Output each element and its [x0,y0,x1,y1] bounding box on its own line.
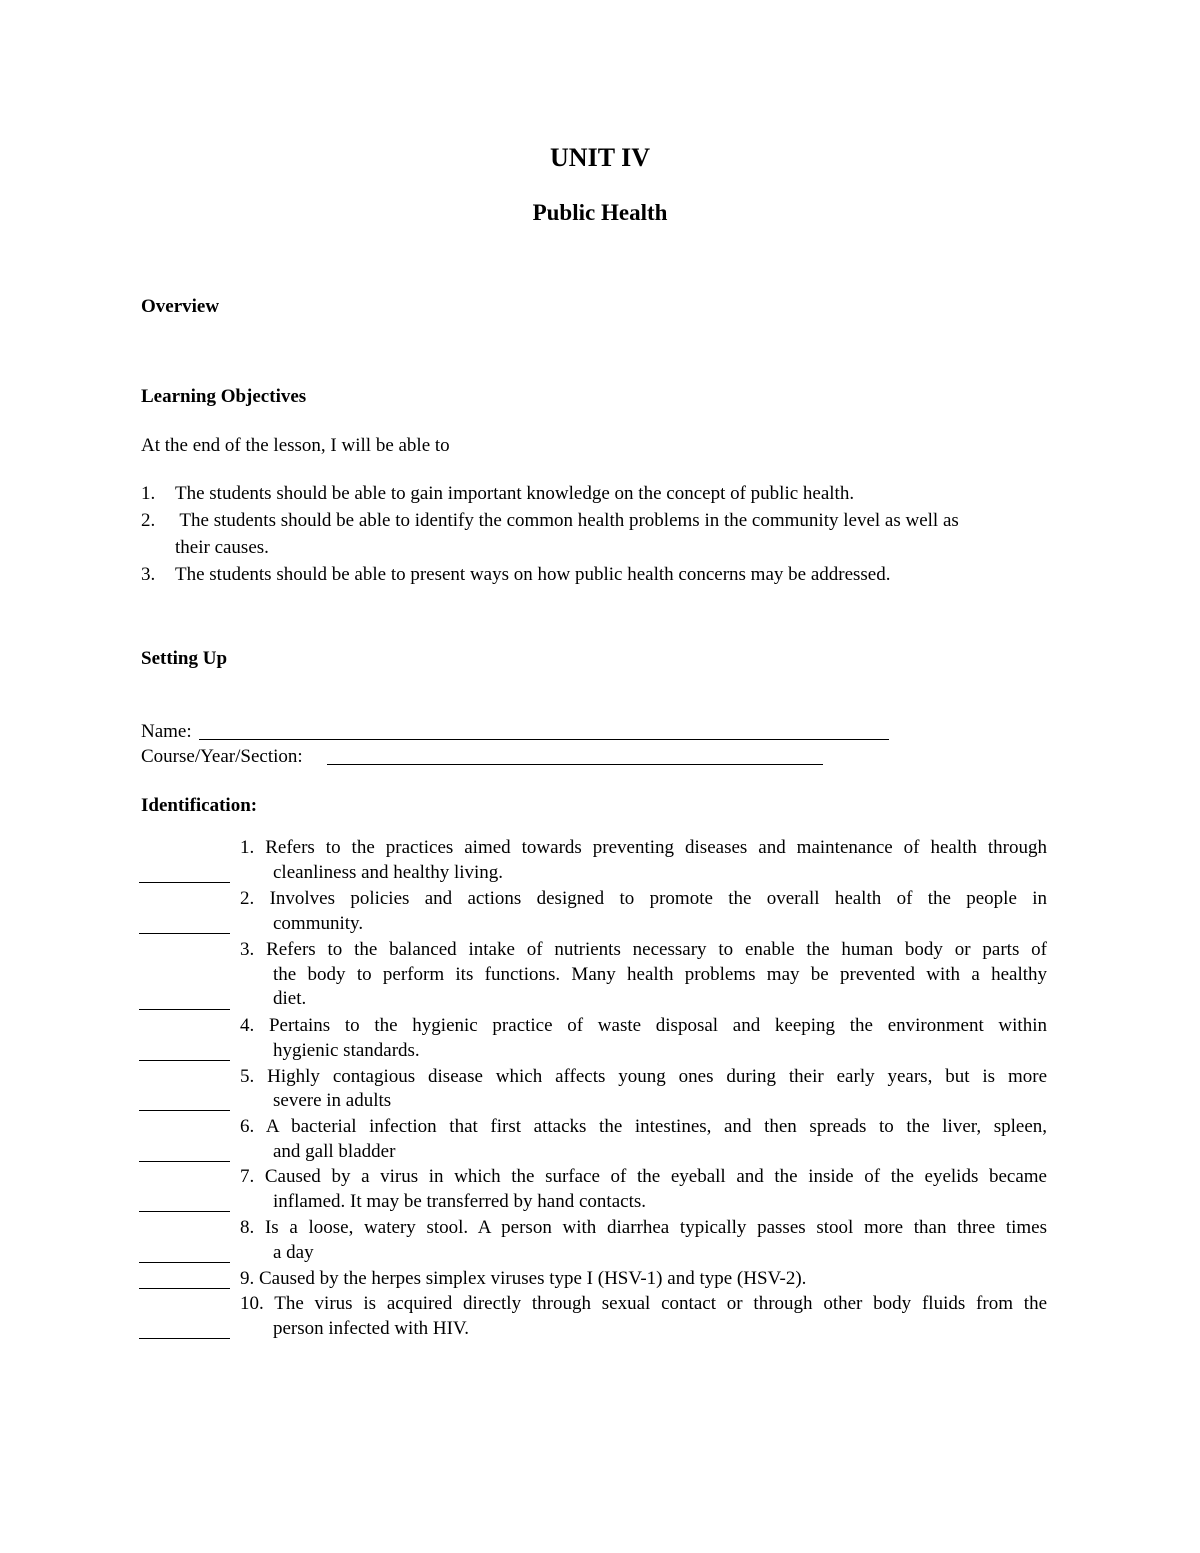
page-title: UNIT IV [550,143,650,172]
question-text-continued: person infected with HIV. [273,1318,469,1339]
answer-blank[interactable] [139,1338,230,1339]
objective-text: The students should be able to identify the common health problems in the community level as well as [175,510,959,531]
answer-blank[interactable] [139,1262,230,1263]
question-text: 5. Highly contagious disease which affects young ones during their early years, but is more [240,1066,1047,1087]
answer-blank[interactable] [139,1060,230,1061]
answer-blank[interactable] [139,933,230,934]
answer-blank[interactable] [139,1288,230,1289]
answer-blank[interactable] [139,1161,230,1162]
question-text-continued: inflamed. It may be transferred by hand contacts. [273,1191,646,1212]
question-text-continued: a day [273,1242,314,1263]
question-text: 4. Pertains to the hygienic practice of waste disposal and keeping the environment within [240,1015,1047,1036]
question-text: 7. Caused by a virus in which the surface of the eyeball and the inside of the eyelids became [240,1166,1047,1187]
answer-blank[interactable] [139,1110,230,1111]
question-text: 8. Is a loose, watery stool. A person with diarrhea typically passes stool more than three times [240,1217,1047,1238]
question-text-continued: hygienic standards. [273,1040,420,1061]
question-text: 6. A bacterial infection that first attacks the intestines, and then spreads to the liver, spleen, [240,1116,1047,1137]
question-text: 1. Refers to the practices aimed towards preventing diseases and maintenance of health through [240,837,1047,858]
question-text-continued: diet. [273,988,307,1009]
course-year-section-label: Course/Year/Section: [141,746,303,767]
question-text: 2. Involves policies and actions designed to promote the overall health of the people in [240,888,1047,909]
objective-text: The students should be able to gain important knowledge on the concept of public health. [175,483,855,504]
question-text-continued: the body to perform its functions. Many health problems may be prevented with a healthy [273,964,1047,985]
objective-number: 3. [141,564,156,585]
question-text-continued: cleanliness and healthy living. [273,862,504,883]
objective-number: 1. [141,483,156,504]
answer-blank[interactable] [139,882,230,883]
answer-blank[interactable] [139,1009,230,1010]
overview-heading: Overview [141,296,220,317]
identification-heading: Identification: [141,795,258,816]
question-text: 10. The virus is acquired directly through sexual contact or through other body fluids from the [240,1293,1047,1314]
question-text-continued: severe in adults [273,1090,392,1111]
learning-objectives-heading: Learning Objectives [141,386,307,407]
question-text: 9. Caused by the herpes simplex viruses type I (HSV-1) and type (HSV-2). [240,1268,807,1289]
name-field[interactable] [199,739,889,740]
question-text-continued: community. [273,913,364,934]
page-subtitle: Public Health [532,200,668,225]
question-text: 3. Refers to the balanced intake of nutrients necessary to enable the human body or parts of [240,939,1047,960]
objectives-intro: At the end of the lesson, I will be able to [141,435,450,456]
objective-text: The students should be able to present ways on how public health concerns may be addressed. [175,564,891,585]
answer-blank[interactable] [139,1211,230,1212]
objective-number: 2. [141,510,156,531]
question-text-continued: and gall bladder [273,1141,396,1162]
setting-up-heading: Setting Up [141,648,228,669]
course-year-section-field[interactable] [327,764,823,765]
name-label: Name: [141,721,192,742]
objective-text-continued: their causes. [175,537,269,558]
